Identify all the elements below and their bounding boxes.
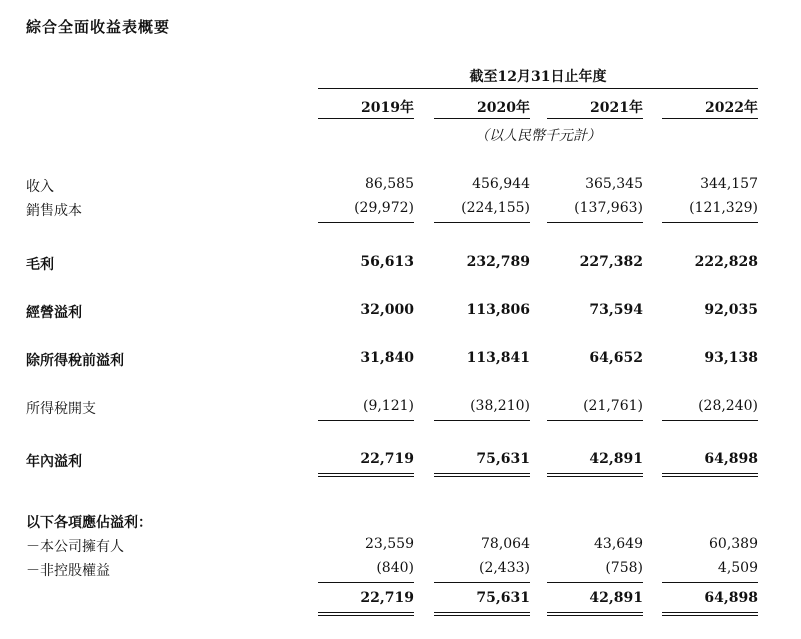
unit-note: （以人民幣千元計） xyxy=(475,128,601,144)
year-underline xyxy=(547,118,643,119)
period-underline xyxy=(318,88,758,89)
value-cell: (758) xyxy=(605,560,643,576)
total-double-rule xyxy=(547,612,643,616)
page-title: 綜合全面收益表概要 xyxy=(26,18,171,36)
value-cell: 23,559 xyxy=(365,536,414,552)
value-cell: 60,389 xyxy=(709,536,758,552)
value-cell: 4,509 xyxy=(717,560,758,576)
value-cell: 86,585 xyxy=(365,176,414,192)
value-cell: 365,345 xyxy=(585,176,643,192)
total-double-rule xyxy=(662,612,758,616)
value-cell: 73,594 xyxy=(589,302,643,318)
row-label-owners: －本公司擁有人 xyxy=(26,539,124,555)
value-cell: 113,806 xyxy=(466,302,530,318)
row-label-income-tax: 所得稅開支 xyxy=(26,401,96,417)
subtotal-rule xyxy=(662,582,758,583)
value-cell: 43,649 xyxy=(594,536,643,552)
year-underline xyxy=(434,118,530,119)
value-cell: (9,121) xyxy=(362,398,414,414)
value-cell: (137,963) xyxy=(574,200,643,216)
value-cell: 42,891 xyxy=(589,451,643,467)
subtotal-rule xyxy=(434,222,530,223)
subtotal-rule xyxy=(547,222,643,223)
total-double-rule xyxy=(434,473,530,477)
total-double-rule xyxy=(547,473,643,477)
value-cell: 75,631 xyxy=(476,451,530,467)
year-header-2019: 2019年 xyxy=(361,100,414,116)
value-cell: (28,240) xyxy=(698,398,758,414)
year-underline xyxy=(318,118,414,119)
subtotal-rule xyxy=(662,222,758,223)
value-cell: (121,329) xyxy=(689,200,758,216)
value-cell: 93,138 xyxy=(704,350,758,366)
value-cell: (224,155) xyxy=(461,200,530,216)
value-cell: (2,433) xyxy=(478,560,530,576)
row-label-gross-profit: 毛利 xyxy=(26,257,54,273)
value-cell: 56,613 xyxy=(360,254,414,270)
subtotal-rule xyxy=(318,582,414,583)
year-underline xyxy=(662,118,758,119)
value-cell: 113,841 xyxy=(466,350,530,366)
row-label-revenue: 收入 xyxy=(26,179,54,195)
value-cell: 64,898 xyxy=(704,590,758,606)
value-cell: 42,891 xyxy=(589,590,643,606)
subtotal-rule xyxy=(318,222,414,223)
year-header-2022: 2022年 xyxy=(705,100,758,116)
row-label-operating-profit: 經營溢利 xyxy=(26,305,82,321)
total-double-rule xyxy=(318,612,414,616)
total-double-rule xyxy=(434,612,530,616)
row-label-profit-for-year: 年內溢利 xyxy=(26,454,82,470)
value-cell: (21,761) xyxy=(583,398,643,414)
value-cell: 64,898 xyxy=(704,451,758,467)
year-header-2021: 2021年 xyxy=(590,100,643,116)
value-cell: 78,064 xyxy=(481,536,530,552)
value-cell: 32,000 xyxy=(360,302,414,318)
subtotal-rule xyxy=(434,582,530,583)
value-cell: (29,972) xyxy=(354,200,414,216)
value-cell: 31,840 xyxy=(360,350,414,366)
value-cell: 222,828 xyxy=(694,254,758,270)
value-cell: 227,382 xyxy=(579,254,643,270)
subtotal-rule xyxy=(547,582,643,583)
value-cell: 456,944 xyxy=(472,176,530,192)
subtotal-rule xyxy=(318,420,414,421)
total-double-rule xyxy=(662,473,758,477)
value-cell: (840) xyxy=(376,560,414,576)
value-cell: 232,789 xyxy=(466,254,530,270)
row-label-attributable-to: 以下各項應佔溢利： xyxy=(26,515,152,531)
period-header: 截至12月31日止年度 xyxy=(469,69,607,85)
value-cell: (38,210) xyxy=(470,398,530,414)
value-cell: 75,631 xyxy=(476,590,530,606)
row-label-non-controlling: －非控股權益 xyxy=(26,563,110,579)
subtotal-rule xyxy=(547,420,643,421)
row-label-profit-before-tax: 除所得稅前溢利 xyxy=(26,353,124,369)
value-cell: 64,652 xyxy=(589,350,643,366)
value-cell: 344,157 xyxy=(700,176,758,192)
year-header-2020: 2020年 xyxy=(477,100,530,116)
row-label-cost-of-sales: 銷售成本 xyxy=(26,203,82,219)
subtotal-rule xyxy=(434,420,530,421)
subtotal-rule xyxy=(662,420,758,421)
value-cell: 22,719 xyxy=(360,451,414,467)
total-double-rule xyxy=(318,473,414,477)
value-cell: 22,719 xyxy=(360,590,414,606)
value-cell: 92,035 xyxy=(704,302,758,318)
